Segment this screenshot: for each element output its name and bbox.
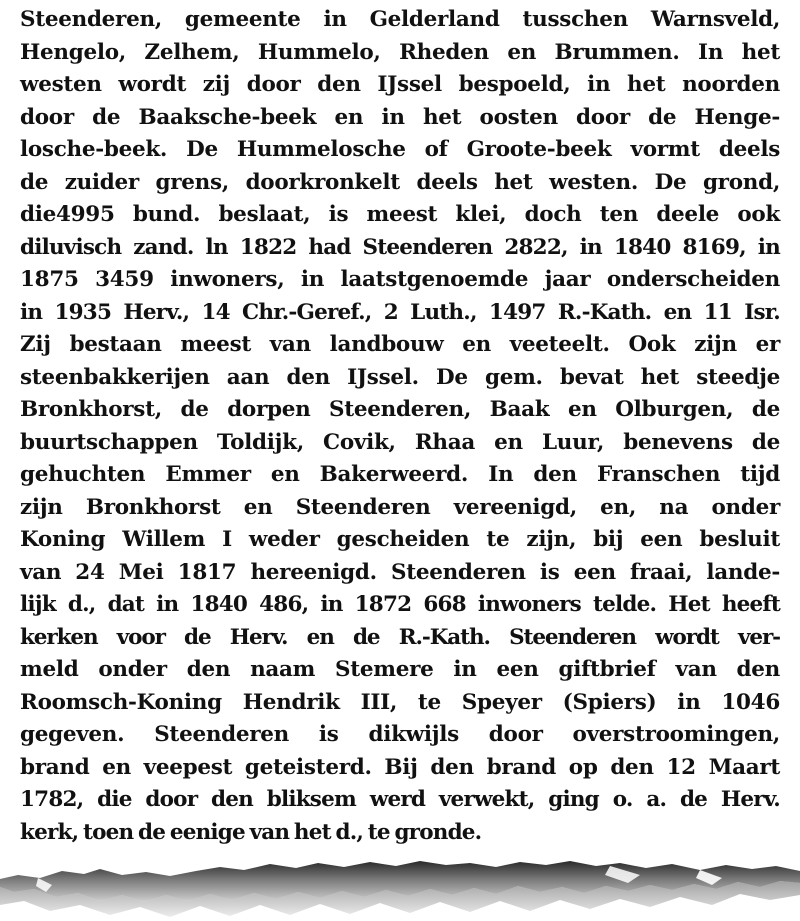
text-line: meld onder den naam Stemere in een giftbrief van den [20,657,780,682]
text-line: kerken voor de Herv. en de R.-Kath. Steenderen wordt ver- [20,624,780,650]
text-line: gegeven. Steenderen is dikwijls door overstroomingen, [20,722,780,747]
text-line: de zuider grens, doorkronkelt deels het westen. De grond, [20,169,780,195]
text-line: brand en veepest geteisterd. Bij den brand op den 12 Maart [20,754,780,780]
text-line: lijk d., dat in 1840 486, in 1872 668 inwoners telde. Het heeft [20,592,780,617]
text-line: kerk, toen de eenige van het d., te gronde. [20,819,482,845]
torn-paper-edge [0,845,800,921]
text-line: Bronkhorst, de dorpen Steenderen, Baak en Olburgen, de [20,397,780,422]
text-line: Hengelo, Zelhem, Hummelo, Rheden en Brummen. In het [20,39,780,65]
text-line: in 1935 Herv., 14 Chr.-Geref., 2 Luth., 1497 R.-Kath. en 11 Isr. [20,299,780,325]
text-line: Zij bestaan meest van landbouw en veeteelt. Ook zijn er [20,332,780,357]
article-text [20,4,780,849]
text-line: 1782, die door den bliksem werd verwekt, ging o. a. de Herv. [20,787,780,812]
text-line: Steenderen, gemeente in Gelderland tusschen Warnsveld, [20,7,780,32]
text-line: buurtschappen Toldijk, Covik, Rhaa en Luur, benevens de [20,429,780,455]
text-line: door de Baaksche-beek en in het oosten door de Henge- [20,104,780,130]
text-line: losche-beek. De Hummelosche of Groote-beek vormt deels [20,137,780,162]
text-line: 1875 3459 inwoners, in laatstgenoemde jaar onderscheiden [20,267,780,292]
text-line: Koning Willem I weder gescheiden te zijn, bij een besluit [20,527,780,552]
text-line: westen wordt zij door den IJssel bespoeld, in het noorden [20,72,780,97]
text-line: Roomsch-Koning Hendrik III, te Speyer (Spiers) in 1046 [20,689,780,715]
text-line: die4995 bund. beslaat, is meest klei, doch ten deele ook [20,202,780,227]
text-line: zijn Bronkhorst en Steenderen vereenigd, en, na onder [20,494,780,520]
text-line: diluvisch zand. ln 1822 had Steenderen 2822, in 1840 8169, in [20,234,780,260]
text-line: van 24 Mei 1817 hereenigd. Steenderen is een fraai, lande- [20,559,780,585]
text-line: gehuchten Emmer en Bakerweerd. In den Franschen tijd [20,462,780,487]
text-line: steenbakkerijen aan den IJssel. De gem. bevat het steedje [20,364,780,390]
